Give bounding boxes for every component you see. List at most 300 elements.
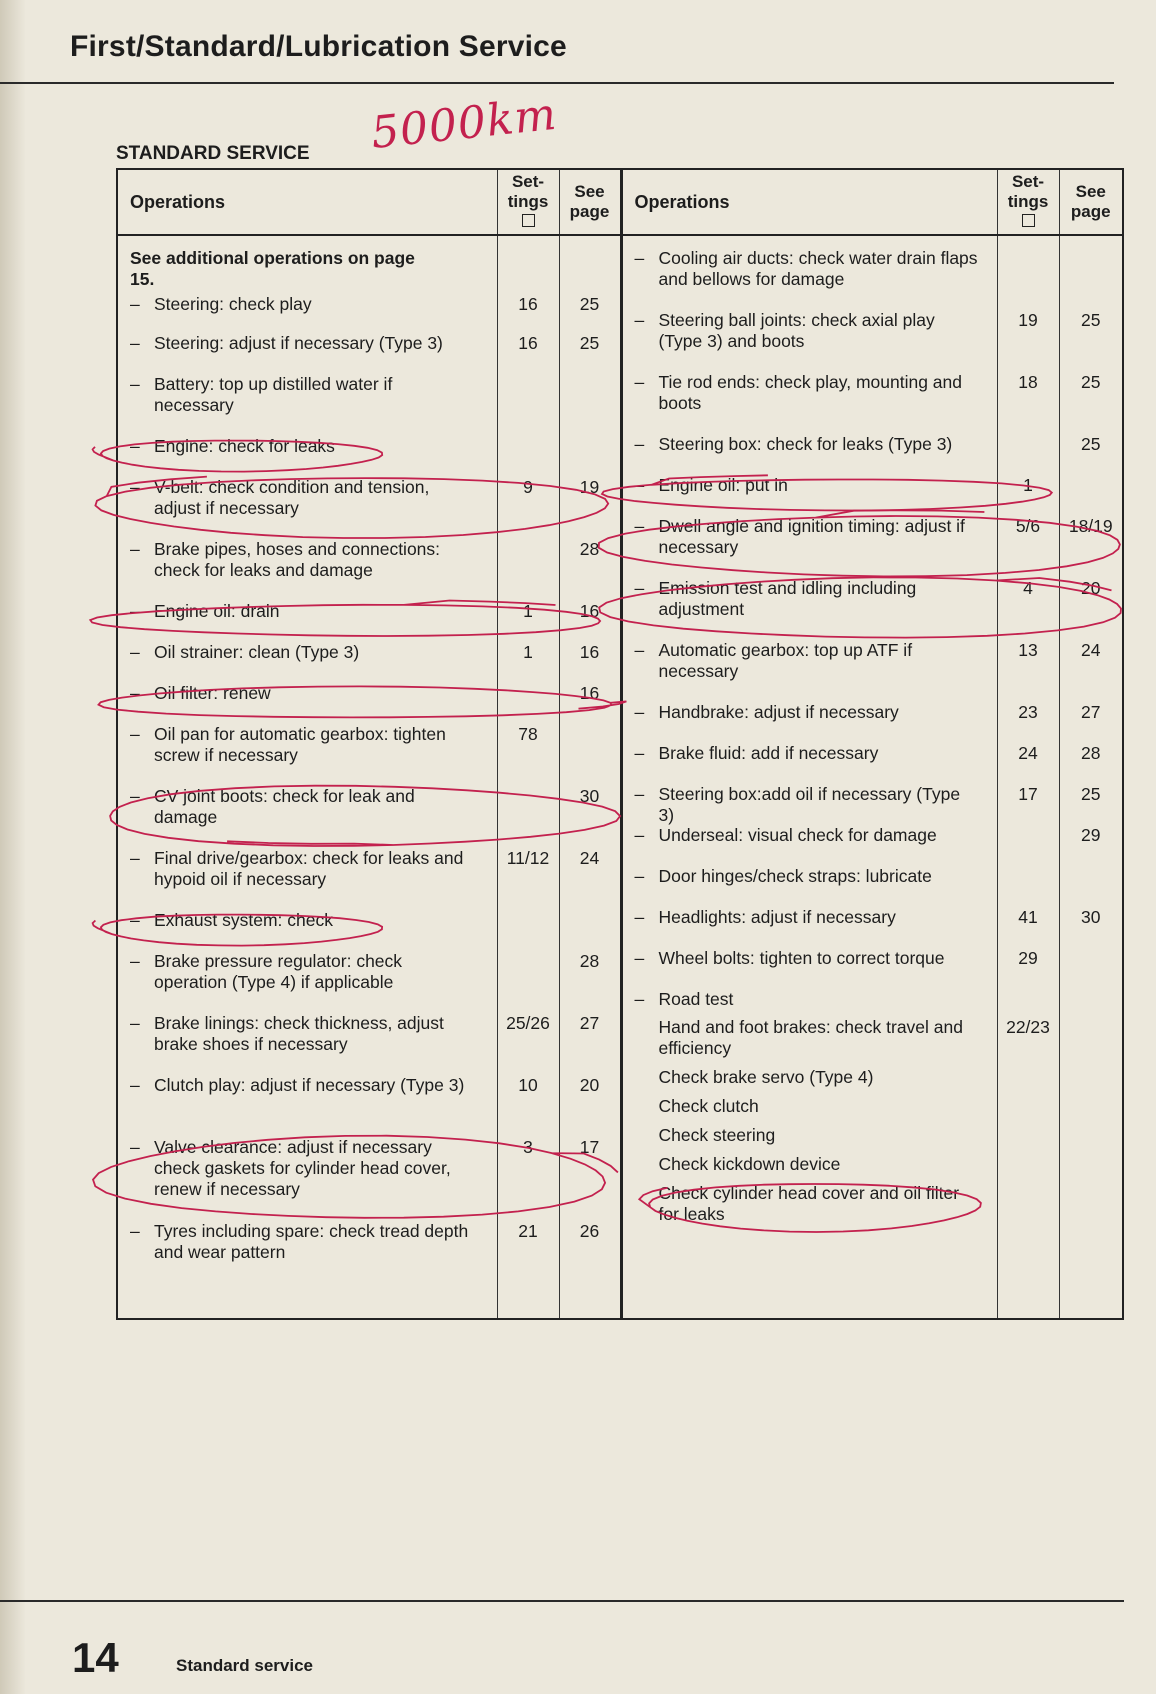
settings-value-text — [998, 866, 1059, 907]
page-reference — [1060, 989, 1123, 1017]
page-reference — [560, 910, 620, 951]
operation-row — [118, 601, 497, 642]
operation-text: Check kickdown device — [658, 1154, 841, 1174]
operation-text: Brake fluid: add if necessary — [658, 743, 879, 763]
page-reference-text: 20 — [1081, 578, 1101, 598]
operation-cell — [623, 1096, 997, 1125]
bullet-dash: – — [130, 951, 140, 971]
page-reference — [560, 601, 620, 642]
operation-row — [623, 578, 997, 640]
page-title: First/Standard/Lubrication Service — [70, 30, 567, 63]
operation-row — [623, 372, 997, 434]
settings-value-text: 19 — [1018, 310, 1038, 330]
page-reference-text — [1060, 1017, 1123, 1067]
operation-row — [623, 1183, 997, 1233]
settings-value — [998, 372, 1059, 434]
operation-text: Steering box: check for leaks (Type 3) — [658, 434, 953, 454]
bullet-dash: – — [634, 948, 645, 968]
bullet-dash: – — [130, 786, 140, 806]
settings-value — [498, 477, 559, 539]
page-reference — [560, 1013, 620, 1075]
right-operations-column — [621, 235, 997, 1319]
left-page-header: See page — [559, 169, 621, 235]
bullet-dash: – — [130, 294, 140, 314]
operation-row — [118, 248, 497, 294]
settings-value-text — [498, 539, 559, 601]
operation-row — [118, 910, 497, 951]
operation-row — [118, 539, 497, 601]
settings-value-text — [998, 248, 1059, 310]
settings-value — [998, 1183, 1059, 1233]
operation-cell — [118, 951, 497, 1013]
settings-value — [998, 948, 1059, 989]
operation-row — [623, 825, 997, 866]
page-reference-text: 25 — [579, 294, 600, 314]
settings-value — [498, 539, 559, 601]
operation-row — [623, 475, 997, 516]
page-reference — [1060, 434, 1123, 475]
page-reference — [1060, 372, 1123, 434]
operation-cell — [118, 683, 497, 724]
operation-text: Steering ball joints: check axial play (Type 3) and boots — [658, 310, 935, 351]
page-reference-text: 18/19 — [1068, 516, 1113, 536]
bullet-dash: – — [634, 516, 645, 536]
settings-value-text — [498, 786, 559, 848]
operation-cell — [118, 601, 497, 642]
page-reference-text — [1060, 1154, 1123, 1183]
additional-operations-note: See additional operations on page 15. — [130, 248, 415, 289]
settings-value-text: 18 — [1018, 372, 1038, 392]
settings-value-text: 3 — [523, 1137, 533, 1157]
page-reference — [1060, 516, 1123, 578]
page-reference — [1060, 866, 1123, 907]
page-reference — [560, 786, 620, 848]
bullet-dash: – — [130, 1221, 140, 1241]
page-reference-text: 25 — [1081, 434, 1101, 454]
settings-value — [998, 310, 1059, 372]
page-reference-text: 16 — [579, 683, 600, 703]
right-operations-header: Operations — [621, 169, 997, 235]
operation-text: Door hinges/check straps: lubricate — [658, 866, 932, 886]
settings-value — [498, 786, 559, 848]
settings-value — [998, 248, 1059, 310]
bullet-dash: – — [634, 640, 645, 660]
operation-text: Oil pan for automatic gearbox: tighten screw if necessary — [154, 724, 446, 765]
settings-value — [998, 866, 1059, 907]
page-reference-text — [1060, 1067, 1123, 1096]
footer-section-name: Standard service — [176, 1656, 314, 1675]
settings-value-text: 11/12 — [506, 848, 550, 868]
operation-cell — [623, 784, 997, 825]
operation-text: Brake linings: check thickness, adjust brake shoes if necessary — [154, 1013, 444, 1054]
settings-value — [498, 1221, 559, 1283]
bullet-dash: – — [130, 333, 140, 353]
operation-row — [623, 1096, 997, 1125]
page-edge-shadow — [0, 0, 26, 1694]
operation-row — [623, 989, 997, 1017]
operation-row — [118, 294, 497, 333]
page-reference — [560, 333, 620, 374]
settings-value-text — [498, 248, 559, 294]
page-reference — [1060, 825, 1123, 866]
bullet-dash: – — [130, 601, 140, 621]
bullet-dash: – — [130, 374, 140, 394]
settings-value-text — [998, 825, 1059, 866]
operation-text: Check clutch — [658, 1096, 759, 1116]
operation-cell — [623, 310, 997, 372]
operation-row — [118, 951, 497, 1013]
page-reference-text: 25 — [1081, 784, 1101, 804]
right-settings-column — [997, 235, 1059, 1319]
operation-row — [623, 434, 997, 475]
page-reference — [560, 374, 620, 436]
operation-cell — [118, 477, 497, 539]
settings-value — [998, 989, 1059, 1017]
page-reference — [1060, 1154, 1123, 1183]
operation-row — [623, 1125, 997, 1154]
page-reference — [1060, 640, 1123, 702]
settings-value — [998, 640, 1059, 702]
page-reference-text — [1060, 1096, 1123, 1125]
operation-row — [623, 1067, 997, 1096]
settings-value-text — [498, 436, 559, 477]
operation-row — [118, 374, 497, 436]
bullet-dash: – — [634, 989, 645, 1009]
operation-text: Check cylinder head cover and oil filter for leaks — [658, 1183, 960, 1224]
settings-value-text: 1 — [523, 601, 533, 621]
operation-cell — [623, 907, 997, 948]
operation-cell — [623, 248, 997, 310]
operation-cell — [118, 248, 430, 294]
bullet-dash: – — [634, 434, 645, 454]
operation-cell — [118, 724, 497, 786]
bullet-dash: – — [130, 910, 140, 930]
page-reference — [560, 294, 620, 333]
operation-text: Check steering — [658, 1125, 776, 1145]
page-reference-text: 29 — [1081, 825, 1101, 845]
bullet-dash: – — [130, 1013, 140, 1033]
settings-value-text — [998, 1096, 1059, 1125]
operation-cell — [623, 1067, 997, 1096]
bullet-dash: – — [634, 310, 645, 330]
settings-value — [498, 294, 559, 333]
settings-value-text: 13 — [1018, 640, 1038, 660]
page-reference-text: 17 — [579, 1137, 600, 1157]
operation-row — [623, 907, 997, 948]
operation-text: Wheel bolts: tighten to correct torque — [658, 948, 945, 968]
operation-row — [623, 310, 997, 372]
settings-value-text — [998, 1125, 1059, 1154]
page-reference — [560, 642, 620, 683]
bullet-dash: – — [130, 1137, 140, 1157]
operation-row — [118, 1075, 497, 1137]
settings-value — [498, 248, 559, 294]
operation-cell — [623, 640, 997, 702]
settings-value — [998, 475, 1059, 516]
operation-cell — [623, 1154, 997, 1183]
page-reference — [1060, 1067, 1123, 1096]
footer-rule — [0, 1600, 1124, 1602]
settings-value-text — [498, 683, 559, 724]
page-reference-text: 28 — [579, 951, 600, 971]
operation-text: Brake pipes, hoses and connections: check for leaks and damage — [154, 539, 441, 580]
operation-row — [623, 1154, 997, 1183]
operation-text: Automatic gearbox: top up ATF if necessary — [658, 640, 913, 681]
settings-value — [498, 642, 559, 683]
operation-row — [623, 516, 997, 578]
operation-cell — [118, 1137, 497, 1221]
operation-text: Engine oil: drain — [154, 601, 280, 621]
operation-row — [118, 786, 497, 848]
operation-cell — [118, 642, 497, 683]
settings-value-text — [998, 434, 1059, 475]
settings-value — [498, 724, 559, 786]
operation-row — [623, 1017, 997, 1067]
settings-value — [998, 702, 1059, 743]
operation-text: Hand and foot brakes: check travel and efficiency — [658, 1017, 963, 1058]
page-reference — [1060, 1096, 1123, 1125]
operation-text: Underseal: visual check for damage — [658, 825, 937, 845]
page-reference-text: 27 — [1081, 702, 1101, 722]
page-reference — [560, 1137, 620, 1221]
page-reference-text: 16 — [579, 642, 600, 662]
operation-cell — [118, 539, 497, 601]
page-reference-text — [560, 248, 620, 294]
operation-text: Check brake servo (Type 4) — [658, 1067, 874, 1087]
operation-text: Headlights: adjust if necessary — [658, 907, 896, 927]
operation-row — [118, 1137, 497, 1221]
settings-value-text: 41 — [1018, 907, 1038, 927]
operation-row — [118, 333, 497, 374]
settings-value — [498, 601, 559, 642]
operation-cell — [623, 866, 997, 907]
page-reference — [1060, 1017, 1123, 1067]
bullet-dash: – — [130, 724, 140, 744]
operation-text: Exhaust system: check — [154, 910, 333, 930]
settings-value-text: 4 — [1023, 578, 1033, 598]
settings-value — [498, 910, 559, 951]
page-reference-text — [1060, 248, 1123, 310]
settings-value — [998, 578, 1059, 640]
settings-value — [498, 333, 559, 374]
page-reference — [1060, 248, 1123, 310]
page-reference — [1060, 907, 1123, 948]
page-reference — [1060, 1183, 1123, 1233]
operation-text: Engine: check for leaks — [154, 436, 335, 456]
operation-row — [118, 683, 497, 724]
settings-value-text — [498, 910, 559, 951]
operation-cell — [118, 294, 497, 333]
page-reference-text: 28 — [579, 539, 600, 559]
settings-value-text: 17 — [1018, 784, 1038, 804]
page-reference-text: 19 — [579, 477, 600, 497]
operation-text: Final drive/gearbox: check for leaks and hypoid oil if necessary — [154, 848, 464, 889]
operation-cell — [623, 989, 997, 1017]
right-page-column — [1059, 235, 1123, 1319]
bullet-dash: – — [130, 642, 140, 662]
page-reference — [560, 724, 620, 786]
operation-cell — [118, 374, 497, 436]
page-reference-text — [560, 910, 620, 951]
page-number: 14 — [72, 1634, 119, 1681]
settings-value — [498, 374, 559, 436]
settings-value — [998, 825, 1059, 866]
operation-cell — [623, 372, 997, 434]
settings-value-text — [998, 1154, 1059, 1183]
operation-cell — [118, 910, 497, 951]
page-reference — [560, 436, 620, 477]
settings-value-text — [498, 374, 559, 436]
operation-cell — [118, 1221, 497, 1283]
settings-value — [998, 1154, 1059, 1183]
operation-text: Steering: check play — [154, 294, 312, 314]
operation-row — [118, 724, 497, 786]
operation-cell — [623, 1183, 997, 1233]
settings-value-text: 10 — [518, 1075, 538, 1095]
bullet-dash: – — [634, 578, 645, 598]
page-reference — [560, 1075, 620, 1137]
operation-cell — [118, 786, 497, 848]
operation-row — [623, 948, 997, 989]
settings-value-text: 21 — [518, 1221, 538, 1241]
operation-cell — [118, 1075, 497, 1137]
operation-text: Oil strainer: clean (Type 3) — [154, 642, 360, 662]
operation-text: Dwell angle and ignition timing: adjust if necessary — [658, 516, 965, 557]
settings-value — [998, 1067, 1059, 1096]
operation-text: Oil filter: renew — [154, 683, 271, 703]
page-reference-text — [1060, 948, 1123, 989]
page-reference-text: 25 — [1081, 372, 1101, 392]
settings-value — [998, 434, 1059, 475]
operation-cell — [118, 1013, 497, 1075]
operation-text: Steering: adjust if necessary (Type 3) — [154, 333, 443, 353]
page-reference — [1060, 310, 1123, 372]
settings-value-text: 1 — [1023, 475, 1033, 495]
page-reference-text — [1060, 1183, 1123, 1233]
page-reference-text: 24 — [579, 848, 600, 868]
operation-cell — [623, 743, 997, 784]
handwritten-mileage-note: 5000km — [368, 88, 560, 159]
settings-value-text: 24 — [1018, 743, 1038, 763]
bullet-dash: – — [634, 907, 645, 927]
settings-value-text — [998, 1067, 1059, 1096]
settings-header-label: Set- tings — [1007, 172, 1049, 211]
operation-text: Cooling air ducts: check water drain flaps and bellows for damage — [658, 248, 978, 289]
settings-value-text: 16 — [518, 294, 538, 314]
operation-cell — [623, 434, 997, 475]
settings-value-text — [998, 989, 1059, 1017]
checkbox-symbol — [1022, 214, 1035, 227]
operation-row — [623, 702, 997, 743]
operation-row — [118, 1221, 497, 1283]
settings-value-text: 9 — [523, 477, 533, 497]
operation-cell — [118, 436, 497, 477]
settings-value — [998, 1096, 1059, 1125]
page-reference-text — [1060, 866, 1123, 907]
settings-value-text: 25/26 — [506, 1013, 550, 1033]
settings-value — [998, 907, 1059, 948]
settings-value-text: 16 — [518, 333, 538, 353]
page-reference — [560, 248, 620, 294]
settings-value-text — [498, 951, 559, 1013]
operation-text: Handbrake: adjust if necessary — [658, 702, 899, 722]
page-reference — [560, 848, 620, 910]
bullet-dash: – — [130, 683, 140, 703]
checkbox-symbol — [522, 214, 535, 227]
page-reference-text: 30 — [1081, 907, 1101, 927]
operation-cell — [118, 333, 497, 374]
operation-cell — [623, 475, 997, 516]
bullet-dash: – — [130, 436, 140, 456]
operation-cell — [623, 948, 997, 989]
operation-text: V-belt: check condition and tension, adjust if necessary — [154, 477, 430, 518]
bullet-dash: – — [634, 702, 645, 722]
settings-value — [498, 436, 559, 477]
operation-text: Steering box:add oil if necessary (Type 3) — [658, 784, 961, 825]
operation-text: Emission test and idling including adjustment — [658, 578, 917, 619]
page-reference — [560, 951, 620, 1013]
left-settings-header — [497, 169, 559, 235]
bullet-dash: – — [130, 539, 140, 559]
operation-cell — [118, 848, 497, 910]
page-reference-text — [1060, 475, 1123, 516]
left-page-column — [559, 235, 621, 1319]
page-reference-text: 27 — [579, 1013, 600, 1033]
page-reference-text: 24 — [1081, 640, 1101, 660]
page-reference — [1060, 743, 1123, 784]
operation-row — [623, 784, 997, 825]
bullet-dash: – — [634, 248, 645, 268]
bullet-dash: – — [634, 784, 645, 804]
page-reference — [560, 1221, 620, 1283]
title-rule — [0, 82, 1114, 84]
settings-value — [498, 848, 559, 910]
page-reference-text — [560, 436, 620, 477]
left-settings-column — [497, 235, 559, 1319]
settings-value — [998, 516, 1059, 578]
left-operations-column — [117, 235, 497, 1319]
page-reference-text: 20 — [579, 1075, 600, 1095]
settings-value-text — [998, 1183, 1059, 1233]
operation-row — [623, 866, 997, 907]
bullet-dash: – — [634, 475, 645, 495]
operation-row — [118, 436, 497, 477]
settings-value-text: 22/23 — [1006, 1017, 1050, 1037]
page-reference-text: 25 — [1081, 310, 1101, 330]
page-reference — [1060, 948, 1123, 989]
settings-header-label: Set- tings — [507, 172, 549, 211]
settings-value — [998, 1017, 1059, 1067]
settings-value — [498, 1137, 559, 1221]
page-reference — [1060, 784, 1123, 825]
operation-row — [118, 848, 497, 910]
page-reference-text: 30 — [579, 786, 600, 806]
page-reference-text — [560, 374, 620, 436]
page-reference — [1060, 702, 1123, 743]
operation-row — [623, 743, 997, 784]
operation-cell — [623, 578, 997, 640]
operation-text: Clutch play: adjust if necessary (Type 3) — [154, 1075, 465, 1095]
operation-text: Valve clearance: adjust if necessary check gaskets for cylinder head cover, renew if necessary — [154, 1137, 451, 1199]
settings-value — [498, 951, 559, 1013]
left-operations-header: Operations — [117, 169, 497, 235]
bullet-dash: – — [634, 866, 645, 886]
operation-row — [118, 1013, 497, 1075]
operation-cell — [623, 516, 997, 578]
settings-value — [998, 784, 1059, 825]
operation-cell — [623, 702, 997, 743]
page-reference — [560, 477, 620, 539]
